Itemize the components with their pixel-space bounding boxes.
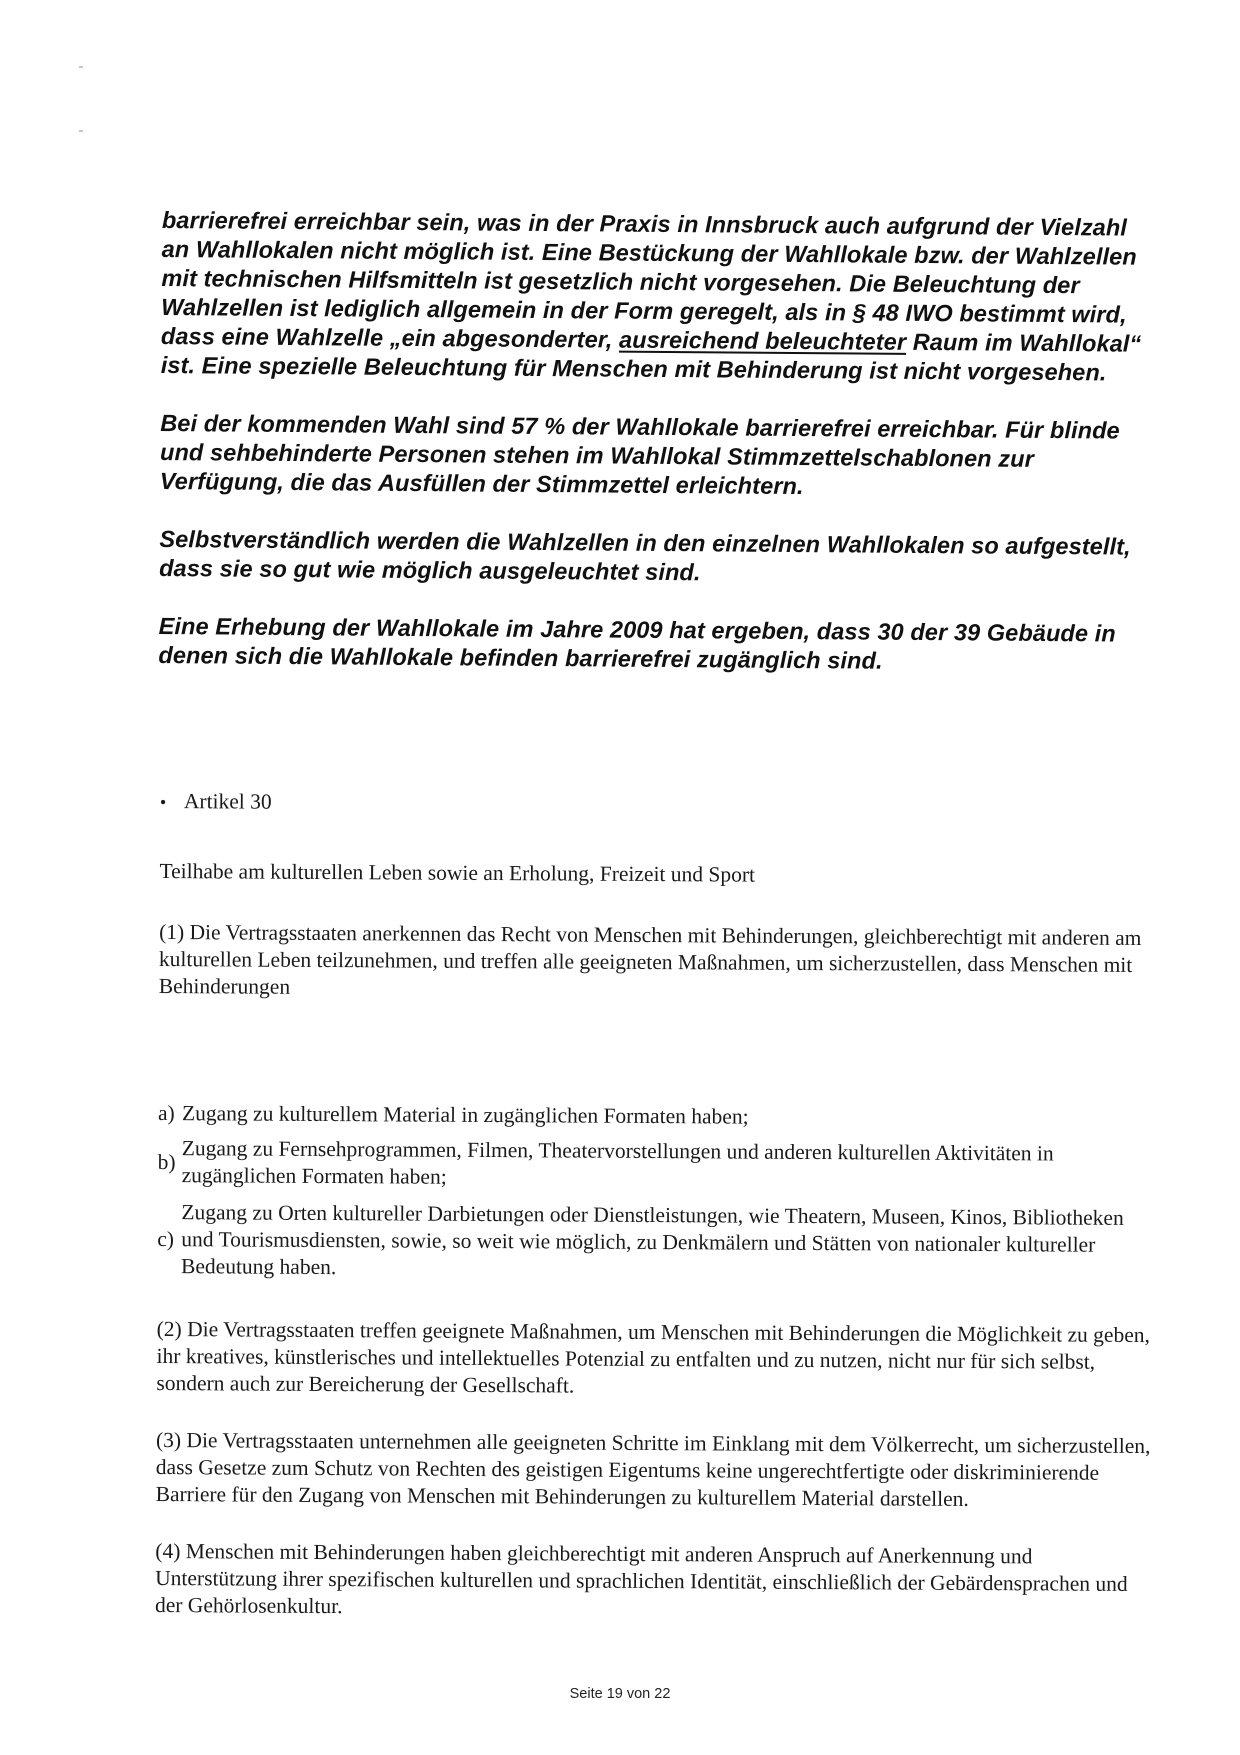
clause-3: (3) Die Vertragsstaaten unternehmen alle geeigneten Schritte im Einklang mit dem Völkerrecht, um sicherzustellen, dass Gesetze zum Schutz von Rechten des geistigen Eigentums keine ungerechtfertigte oder diskriminierende Barriere für den Zugang von Menschen mit Behinderungen zu kulturellem Material darstellen. <box>155 1427 1151 1511</box>
list-item <box>158 1100 1158 1133</box>
bullet-icon: • <box>159 791 167 813</box>
clause-4: (4) Menschen mit Behinderungen haben gleichberechtigt mit anderen Anspruch auf Anerkennung und Unterstützung ihrer spezifischen kulturellen und sprachlichen Identität, einschließlich der Gebärdensprachen und der Gehörlosenkultur. <box>154 1538 1128 1619</box>
list-letter: b) <box>157 1149 176 1174</box>
scan-speck <box>79 130 83 132</box>
clause-2: (2) Die Vertragsstaaten treffen geeignete Maßnahmen, um Menschen mit Behinderungen die Möglichkeit zu geben, ihr kreatives, künstlerisches und intellektuelles Potenzial zu entfalten und zu nutzen, nicht nur für sich selbst, sondern auch zur Bereicherung der Gesellschaft. <box>156 1316 1151 1398</box>
answer-paragraph <box>161 206 1152 388</box>
list-letter: a) <box>157 1100 175 1126</box>
convention-section <box>155 788 1160 1655</box>
list-text: Zugang zu Orten kultureller Darbietungen oder Dienstleistungen, wie Theatern, Museen, Kinos, Bibliotheken und Tourismusdiensten, sowie, so weit wie möglich, zu Denkmälern und Stätten von nationaler kultureller Bedeutung haben. <box>181 1200 1124 1280</box>
underlined-phrase: ausreichend beleuchteter <box>618 326 907 355</box>
answer-text: barrierefrei erreichbar sein, was in der Praxis in Innsbruck auch aufgrund der Vielzahl an Wahllokalen nicht möglich ist. Eine Bestückung der Wahllokale bzw. der Wahlzellen mit technischen Hilfsmitteln ist gesetzlich nicht vorgesehen. Die Beleuchtung der Wahlzellen ist lediglich allgemein in der Form geregelt, als in § 48 IWO bestimmt wird, dass eine Wahlzelle „ein abgesonderter, <box>160 206 1137 353</box>
clause-1: (1) Die Vertragsstaaten anerkennen das Recht von Menschen mit Behinderungen, gleichberechtigt mit anderen am kulturellen Leben teilzunehmen, und treffen alle geeigneten Maßnahmen, um sicherzustellen, dass Menschen mit Behinderungen <box>158 919 1142 999</box>
article-title: Teilhabe am kulturellen Leben sowie an Erholung, Freizeit und Sport <box>159 858 756 887</box>
answer-paragraph: Bei der kommenden Wahl sind 57 % der Wahllokale barrierefrei erreichbar. Für blinde und sehbehinderte Personen stehen im Wahllokal Stimmzettelschablonen zur Verfügung, die das Ausfüllen der Stimmzettel erleichtern. <box>159 409 1120 500</box>
answer-section <box>158 206 1152 707</box>
list-letter: c) <box>157 1226 175 1252</box>
answer-text: Raum im Wahllokal“ ist. Eine spezielle Beleuchtung für Menschen mit Behinderung ist nicht vorgesehen. <box>160 328 1142 386</box>
list-text: Zugang zu kulturellem Material in zugänglichen Formaten haben; <box>181 1101 749 1129</box>
article-heading <box>160 788 1160 822</box>
article-number: Artikel 30 <box>183 789 272 814</box>
list-item <box>158 1135 1158 1195</box>
answer-paragraph: Eine Erhebung der Wahllokale im Jahre 2009 hat ergeben, dass 30 der 39 Gebäude in denen sich die Wahllokale befinden barrierefrei zugänglich sind. <box>158 612 1116 674</box>
scan-speck <box>79 66 83 68</box>
list-text: Zugang zu Fernsehprogrammen, Filmen, Theatervorstellungen und anderen kulturellen Aktivitäten in zugänglichen Formaten haben; <box>181 1136 1054 1189</box>
answer-paragraph: Selbstverständlich werden die Wahlzellen in den einzelnen Wahllokalen so aufgestellt, dass sie so gut wie möglich ausgeleuchtet sind. <box>159 525 1131 586</box>
list-item <box>157 1199 1157 1286</box>
page-number: Seite 19 von 22 <box>569 1686 671 1702</box>
